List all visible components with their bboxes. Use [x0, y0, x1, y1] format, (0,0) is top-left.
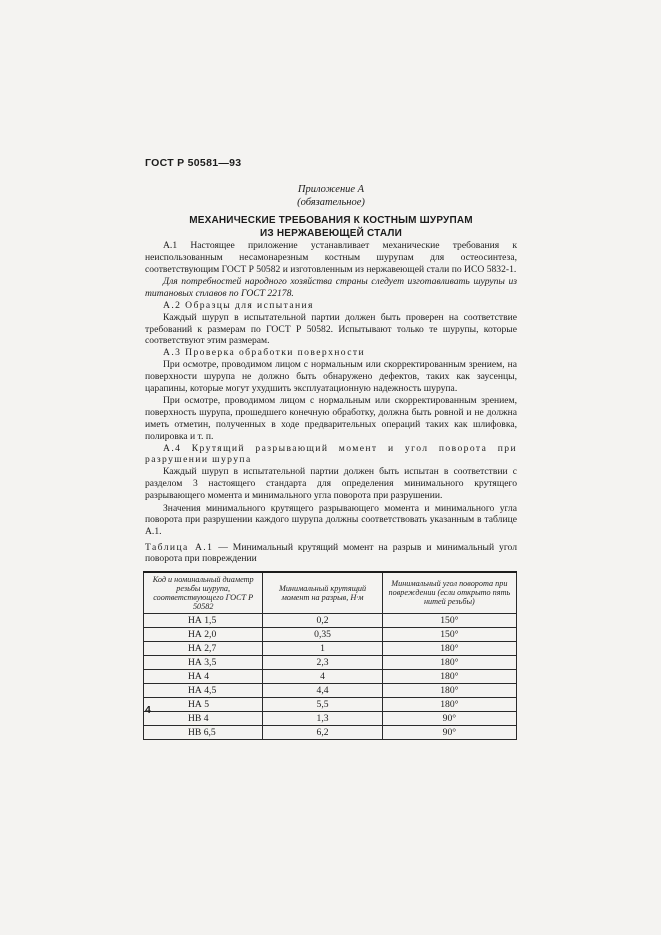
cell-code: НВ 4	[144, 711, 263, 725]
table-row	[144, 697, 517, 711]
cell-angle: 150°	[382, 613, 516, 627]
table-row	[144, 655, 517, 669]
cell-code: НА 2,7	[144, 641, 263, 655]
cell-torque: 1,3	[263, 711, 382, 725]
cell-torque: 0,35	[263, 627, 382, 641]
cell-angle: 180°	[382, 641, 516, 655]
body-text	[145, 240, 517, 740]
appendix-status: (обязательное)	[297, 197, 365, 208]
cell-code: НВ 6,5	[144, 725, 263, 739]
table-caption-text: — Минимальный крутящий момент на разрыв и минимальный угол поворота при повреждении	[145, 541, 517, 565]
requirements-table	[143, 571, 517, 740]
document-code: ГОСТ Р 50581—93	[145, 157, 242, 169]
cell-code: НА 4	[144, 669, 263, 683]
paragraph-a1: А.1 Настоящее приложение устанавливает механические требования к неиспользованным несамонарезным костным шурупам для остеосинтеза, соответствующим ГОСТ Р 50582 и изготовленным из нержавеющей стали по ИСО 5832-1.	[145, 240, 517, 275]
page-number: 4	[145, 704, 151, 716]
heading-a3: А.3 Проверка обработки поверхности	[163, 347, 366, 359]
paragraph-a2: Каждый шуруп в испытательной партии должен быть проверен на соответствие требований к размерам по ГОСТ Р 50582. Испытывают только те шурупы, которые соответствуют этим размерам.	[145, 311, 517, 347]
table-row	[144, 627, 517, 641]
cell-torque: 4,4	[263, 683, 382, 697]
cell-torque: 5,5	[263, 697, 382, 711]
paragraph-note: Для потребностей народного хозяйства страны следует изготавливать шурупы из титановых сплавов по ГОСТ 22178.	[145, 276, 517, 300]
section-title-line1: МЕХАНИЧЕСКИЕ ТРЕБОВАНИЯ К КОСТНЫМ ШУРУПАМ	[189, 215, 473, 226]
paragraph-a4-2: Значения минимального крутящего разрывающего момента и минимального угла поворота при разрушении каждого шурупа должны соответствовать указанным в таблице А.1.	[145, 502, 517, 538]
paragraph-a3-2: При осмотре, проводимом лицом с нормальным или скорректированным зрением, поверхность шурупа, прошедшего конечную обработку, должна быть ровной и не должна иметь отметин, полученных в ходе предварительных операций таких как шлифовка, полировка и т. п.	[145, 395, 517, 442]
cell-angle: 180°	[382, 697, 516, 711]
cell-angle: 180°	[382, 655, 516, 669]
table-caption	[145, 542, 517, 565]
table-row	[144, 669, 517, 683]
column-header-code: Код и номинальный диаметр резьбы шурупа, соответствующего ГОСТ Р 50582	[144, 572, 263, 614]
paragraph-a4-1: Каждый шуруп в испытательной партии должен быть испытан в соответствии с разделом 3 настоящего стандарта для определения минимального крутящего разрывающего момента и минимального угла поворота при разрушении.	[145, 466, 517, 501]
cell-torque: 4	[263, 669, 382, 683]
cell-torque: 0,2	[263, 613, 382, 627]
appendix-label: Приложение А	[297, 184, 365, 195]
cell-code: НА 3,5	[144, 655, 263, 669]
table-row	[144, 613, 517, 627]
paragraph-a3-1: При осмотре, проводимом лицом с нормальным или скорректированным зрением, на поверхности шурупа не должно быть обнаружено дефектов, таких как заусенцы, царапины, которые могут ухудшить эксплуатационную надежность шурупа.	[145, 358, 517, 394]
table-row	[144, 683, 517, 697]
column-header-angle: Минимальный угол поворота при повреждении (если открыто пять нитей резьбы)	[382, 572, 516, 614]
heading-a2: А.2 Образцы для испытания	[163, 299, 314, 311]
cell-angle: 180°	[382, 683, 516, 697]
cell-torque: 1	[263, 641, 382, 655]
heading-a4: А.4 Крутящий разрывающий момент и угол поворота при разрушении шурупа	[145, 442, 517, 466]
cell-torque: 2,3	[263, 655, 382, 669]
table-row	[144, 711, 517, 725]
cell-torque: 6,2	[263, 725, 382, 739]
cell-angle: 150°	[382, 627, 516, 641]
section-title-line2: ИЗ НЕРЖАВЕЮЩЕЙ СТАЛИ	[260, 228, 402, 239]
cell-angle: 90°	[382, 725, 516, 739]
cell-code: НА 5	[144, 697, 263, 711]
cell-code: НА 2,0	[144, 627, 263, 641]
cell-angle: 180°	[382, 669, 516, 683]
cell-angle: 90°	[382, 711, 516, 725]
table-row	[144, 725, 517, 739]
column-header-torque: Минимальный крутящий момент на разрыв, Н·м	[263, 572, 382, 614]
table-caption-lead: Таблица А.1	[145, 541, 214, 553]
table-row	[144, 641, 517, 655]
cell-code: НА 1,5	[144, 613, 263, 627]
cell-code: НА 4,5	[144, 683, 263, 697]
